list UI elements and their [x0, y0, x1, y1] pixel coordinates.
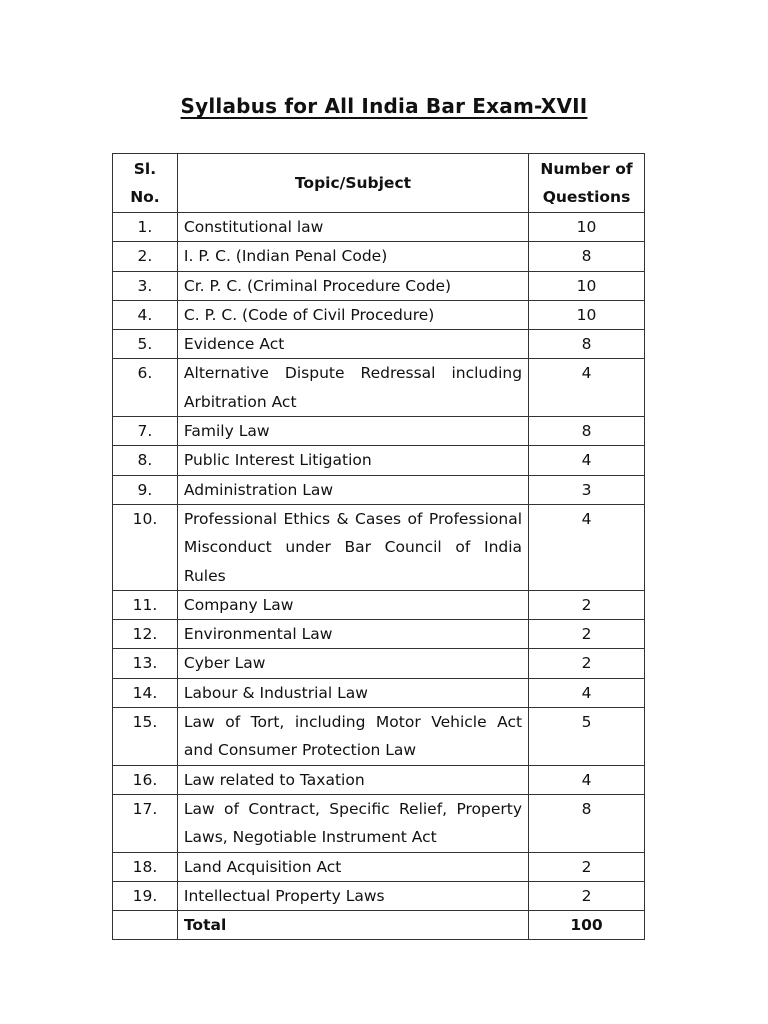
table-row [113, 242, 645, 271]
table-row [113, 794, 645, 852]
header-topic: Topic/Subject [177, 154, 528, 213]
row-serial-number: 13. [113, 649, 178, 678]
row-topic: Public Interest Litigation [177, 446, 528, 475]
row-question-count: 2 [529, 620, 645, 649]
row-serial-number: 3. [113, 271, 178, 300]
row-question-count: 10 [529, 213, 645, 242]
row-topic: Alternative Dispute Redressal including Arbitration Act [177, 359, 528, 417]
row-question-count: 3 [529, 475, 645, 504]
table-header-row [113, 154, 645, 213]
table-row [113, 213, 645, 242]
row-topic: Professional Ethics & Cases of Professional Misconduct under Bar Council of India Rules [177, 504, 528, 590]
row-question-count: 8 [529, 794, 645, 852]
row-topic: Law of Contract, Specific Relief, Property Laws, Negotiable Instrument Act [177, 794, 528, 852]
table-row [113, 300, 645, 329]
row-topic: Evidence Act [177, 330, 528, 359]
table-row [113, 765, 645, 794]
row-serial-number: 15. [113, 708, 178, 766]
table-row [113, 881, 645, 910]
table-row [113, 271, 645, 300]
table-row [113, 475, 645, 504]
row-topic: Cyber Law [177, 649, 528, 678]
row-question-count: 4 [529, 504, 645, 590]
row-serial-number: 14. [113, 678, 178, 707]
row-topic: Family Law [177, 417, 528, 446]
row-topic: Law related to Taxation [177, 765, 528, 794]
row-question-count: 4 [529, 359, 645, 417]
row-question-count: 2 [529, 649, 645, 678]
total-label: Total [177, 911, 528, 940]
table-row [113, 678, 645, 707]
table-row [113, 620, 645, 649]
row-serial-number: 1. [113, 213, 178, 242]
row-topic: I. P. C. (Indian Penal Code) [177, 242, 528, 271]
table-body [113, 213, 645, 940]
row-serial-number: 7. [113, 417, 178, 446]
row-topic: Constitutional law [177, 213, 528, 242]
row-question-count: 4 [529, 678, 645, 707]
row-question-count: 4 [529, 446, 645, 475]
row-question-count: 2 [529, 881, 645, 910]
table-row [113, 649, 645, 678]
row-topic: Administration Law [177, 475, 528, 504]
row-serial-number: 2. [113, 242, 178, 271]
row-topic: Law of Tort, including Motor Vehicle Act and Consumer Protection Law [177, 708, 528, 766]
row-topic: C. P. C. (Code of Civil Procedure) [177, 300, 528, 329]
table-row [113, 330, 645, 359]
row-question-count: 8 [529, 330, 645, 359]
row-serial-number: 4. [113, 300, 178, 329]
row-question-count: 5 [529, 708, 645, 766]
row-serial-number: 8. [113, 446, 178, 475]
row-serial-number: 12. [113, 620, 178, 649]
row-question-count: 2 [529, 852, 645, 881]
row-serial-number: 6. [113, 359, 178, 417]
row-question-count: 10 [529, 271, 645, 300]
table-row [113, 852, 645, 881]
row-serial-number: 5. [113, 330, 178, 359]
row-serial-number: 17. [113, 794, 178, 852]
table-row [113, 504, 645, 590]
syllabus-table [112, 153, 645, 940]
row-serial-number: 19. [113, 881, 178, 910]
row-question-count: 8 [529, 242, 645, 271]
row-serial-number: 11. [113, 590, 178, 619]
row-topic: Cr. P. C. (Criminal Procedure Code) [177, 271, 528, 300]
table-row [113, 590, 645, 619]
row-topic: Environmental Law [177, 620, 528, 649]
row-topic: Company Law [177, 590, 528, 619]
total-serial-cell [113, 911, 178, 940]
row-question-count: 10 [529, 300, 645, 329]
row-question-count: 4 [529, 765, 645, 794]
row-topic: Land Acquisition Act [177, 852, 528, 881]
total-question-count: 100 [529, 911, 645, 940]
document-title: Syllabus for All India Bar Exam-XVII [180, 94, 588, 118]
table-row [113, 708, 645, 766]
row-serial-number: 10. [113, 504, 178, 590]
row-topic: Labour & Industrial Law [177, 678, 528, 707]
row-question-count: 8 [529, 417, 645, 446]
table-row [113, 446, 645, 475]
row-topic: Intellectual Property Laws [177, 881, 528, 910]
header-number-of-questions: Number of Questions [529, 154, 645, 213]
row-serial-number: 16. [113, 765, 178, 794]
header-sl-no: Sl. No. [113, 154, 178, 213]
row-serial-number: 9. [113, 475, 178, 504]
table-row [113, 417, 645, 446]
table-row [113, 359, 645, 417]
table-total-row [113, 911, 645, 940]
row-question-count: 2 [529, 590, 645, 619]
row-serial-number: 18. [113, 852, 178, 881]
